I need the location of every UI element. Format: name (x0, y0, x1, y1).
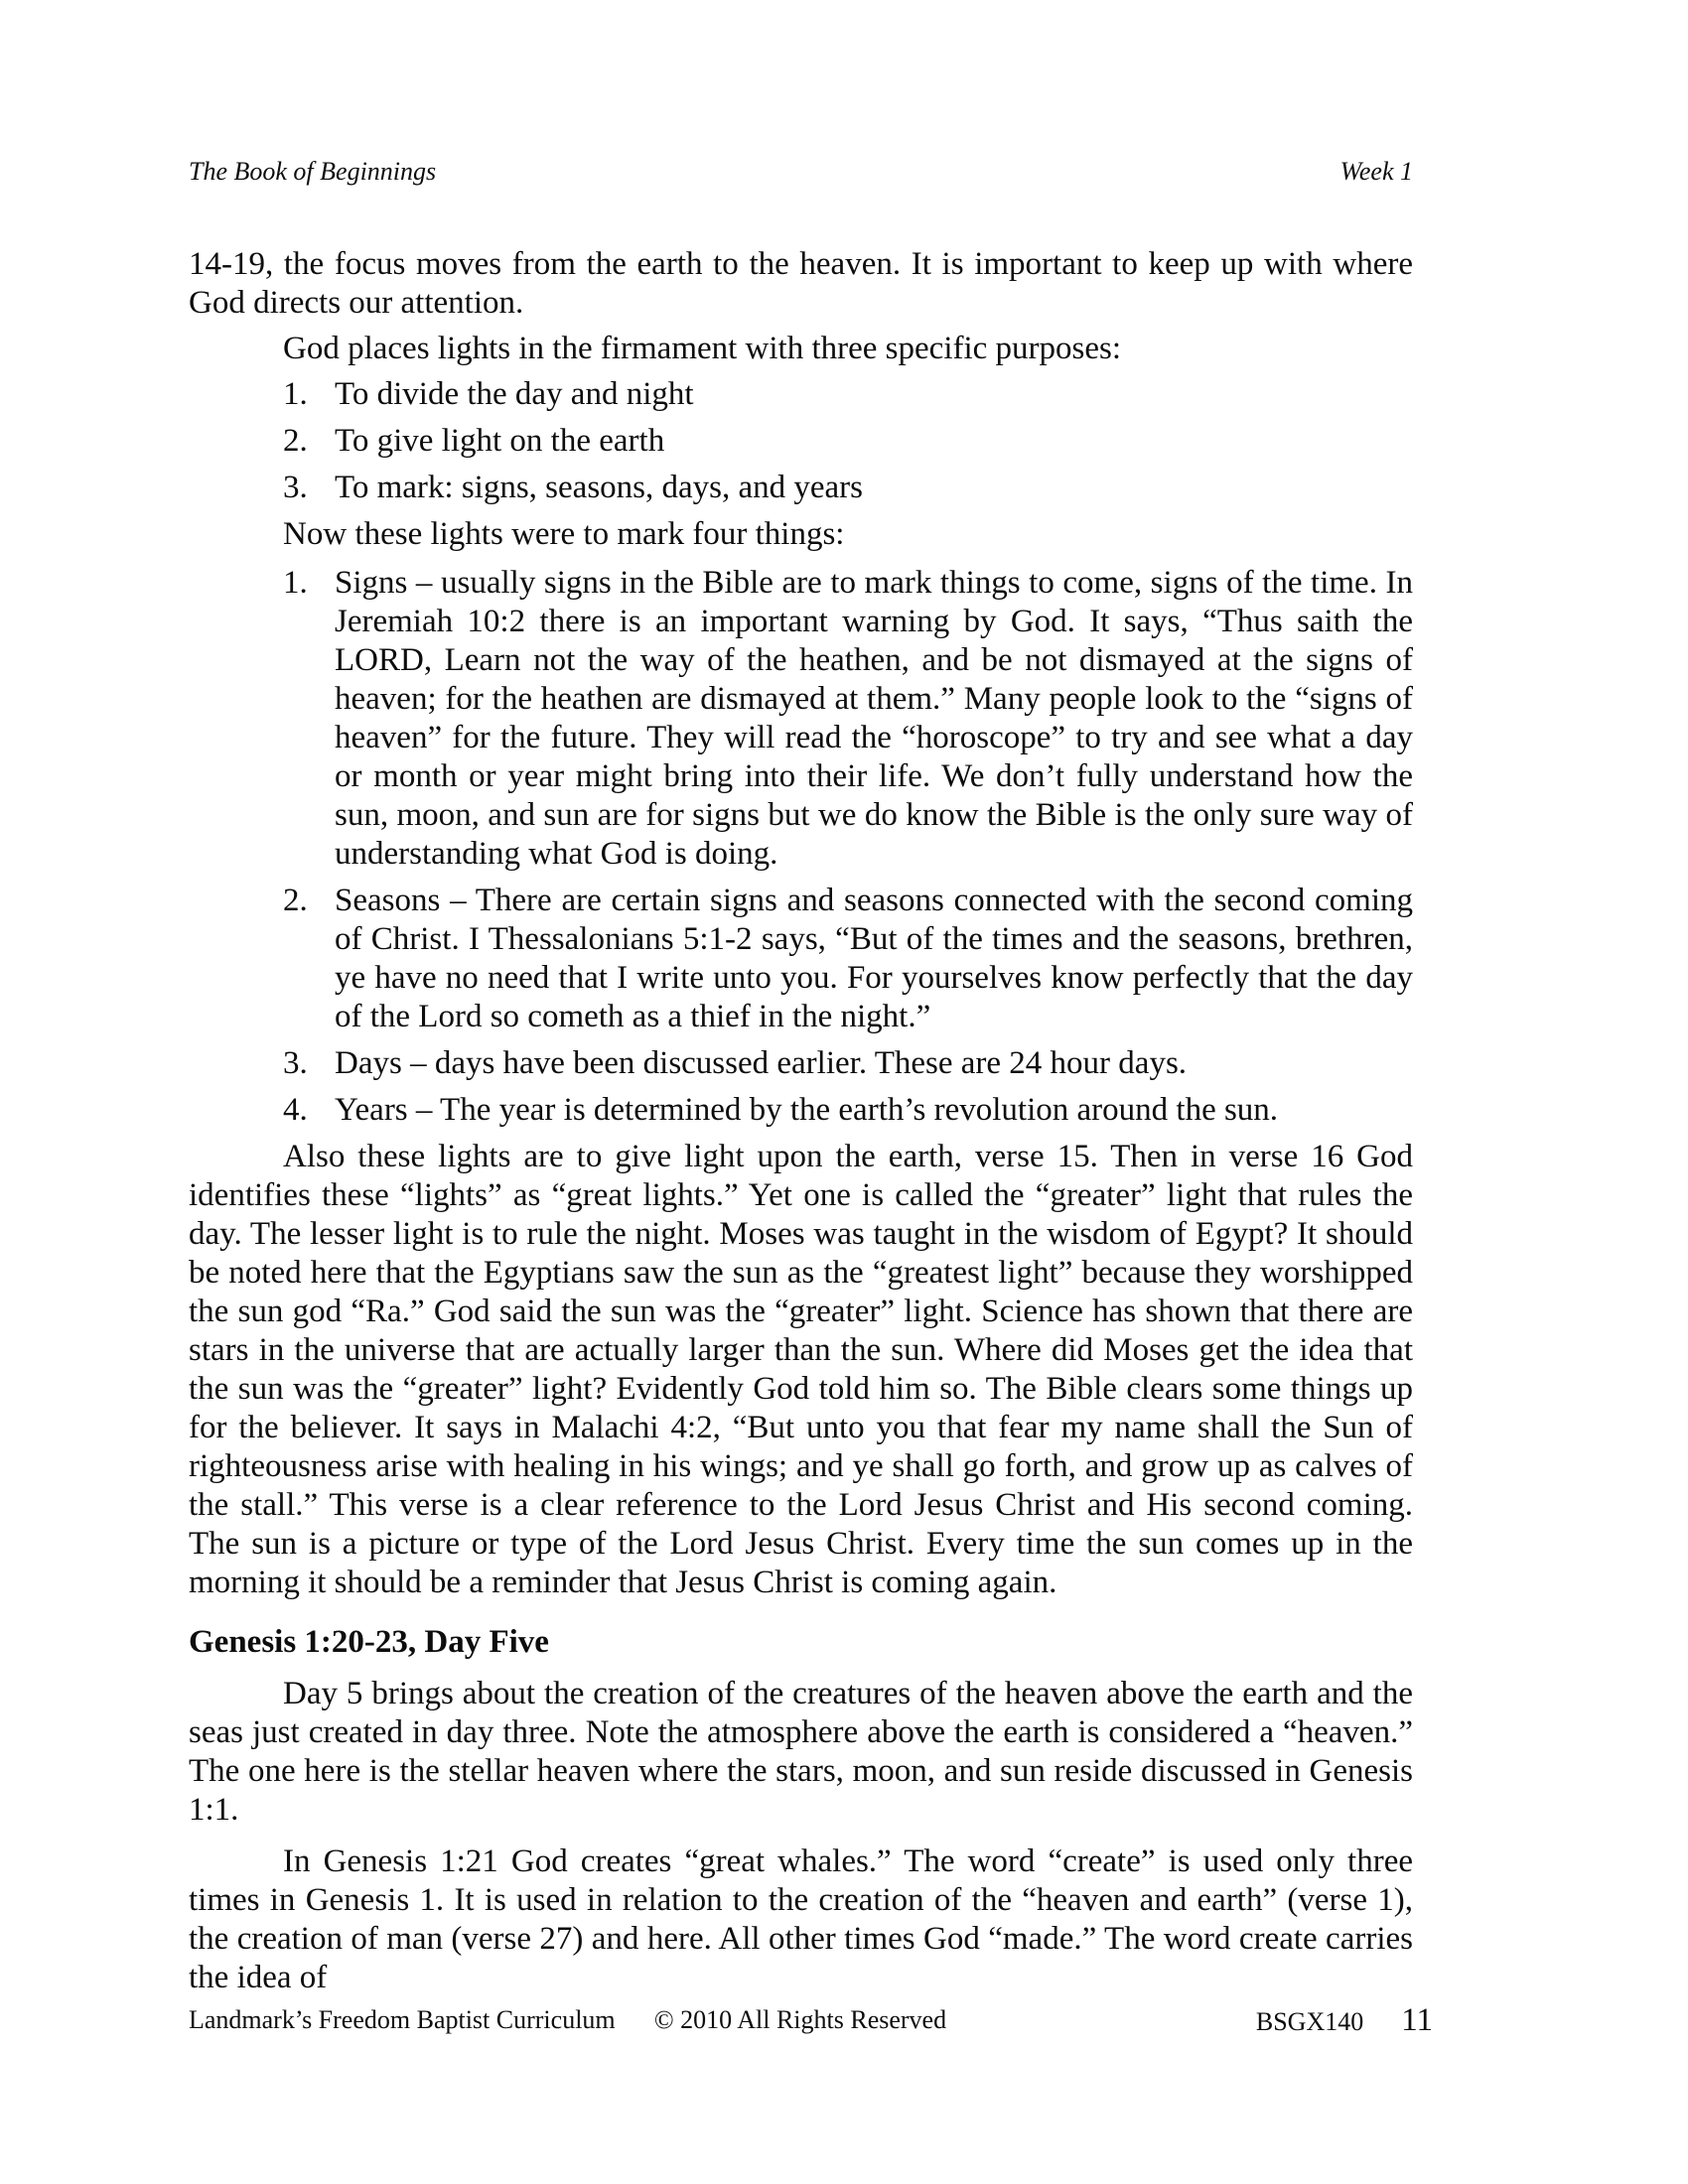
purpose-item-text: To give light on the earth (335, 423, 665, 459)
marks-item-years (189, 1091, 1413, 1130)
section-heading-genesis-day-five: Genesis 1:20-23, Day Five (189, 1624, 549, 1660)
header-book-title: The Book of Beginnings (189, 157, 437, 186)
marks-item-days (189, 1044, 1413, 1083)
marks-item-text: Years – The year is determined by the earth’s revolution around the sun. (335, 1092, 1279, 1128)
marks-item-text: Days – days have been discussed earlier. These are 24 hour days. (335, 1045, 1188, 1081)
marks-item-number: 3. (283, 1045, 308, 1081)
marks-item-signs (189, 564, 1413, 874)
day-five-paragraph-1: Day 5 brings about the creation of the creatures of the heaven above the earth and the seas just created in day three. Note the atmosphere above the earth is considered a “heaven.” The one here is the stellar heaven where the stars, moon, and sun reside discussed in Genesis 1:1. (189, 1676, 1413, 1828)
marks-intro: Now these lights were to mark four things: (283, 516, 845, 552)
footer-copyright: © 2010 All Rights Reserved (653, 2005, 947, 2034)
purpose-item (189, 422, 1413, 461)
marks-item-text: Seasons – There are certain signs and seasons connected with the second coming of Christ. I Thessalonians 5:1-2 says, “But of the times and the seasons, brethren, ye have no need that I write unto you. For yourselves know perfectly that the day of the Lord so cometh as a thief in the night.” (335, 883, 1413, 1034)
marks-item-number: 1. (283, 565, 308, 601)
purpose-item-text: To divide the day and night (335, 376, 694, 412)
footer-curriculum-name: Landmark’s Freedom Baptist Curriculum (189, 2005, 616, 2034)
footer-page-number: 11 (1401, 2002, 1433, 2038)
purpose-item-number: 1. (283, 376, 308, 412)
marks-item-number: 4. (283, 1092, 308, 1128)
purpose-item (189, 375, 1413, 414)
also-lights-paragraph: Also these lights are to give light upon the earth, verse 15. Then in verse 16 God identifies these “lights” as “great lights.” Yet one is called the “greater” light that rules the day. The lesser light is to rule the night. Moses was taught in the wisdom of Egypt? It should be noted here that the Egyptians saw the sun as the “greatest light” because they worshipped the sun god “Ra.” God said the sun was the “greater” light. Science has shown that there are stars in the universe that are actually larger than the sun. Where did Moses get the idea that the sun was the “greater” light? Evidently God told him so. The Bible clears some things up for the believer. It says in Malachi 4:2, “But unto you that fear my name shall the Sun of righteousness arise with healing in his wings; and ye shall go forth, and grow up as calves of the stall.” This verse is a clear reference to the Lord Jesus Christ and His second coming. The sun is a picture or type of the Lord Jesus Christ. Every time the sun comes up in the morning it should be a reminder that Jesus Christ is coming again. (189, 1139, 1413, 1600)
footer-course-code: BSGX140 (1255, 2007, 1364, 2036)
footer-right-group (1255, 2002, 1433, 2038)
purpose-item (189, 469, 1413, 507)
document-body (189, 245, 1413, 2004)
marks-item-seasons (189, 882, 1413, 1036)
header-week-label: Week 1 (1339, 157, 1413, 186)
page-header (189, 157, 1413, 187)
purpose-item-number: 2. (283, 423, 308, 459)
intro-paragraph: 14-19, the focus moves from the earth to the heaven. It is important to keep up with where God directs our attention. (189, 246, 1413, 321)
purposes-intro: God places lights in the firmament with three specific purposes: (283, 331, 1122, 366)
purpose-item-text: To mark: signs, seasons, days, and years (335, 470, 864, 505)
day-five-paragraph-2: In Genesis 1:21 God creates “great whales.” The word “create” is used only three times in Genesis 1. It is used in relation to the creation of the “heaven and earth” (verse 1), the creation of man (verse 27) and here. All other times God “made.” The word create carries the idea of (189, 1843, 1413, 1995)
purpose-item-number: 3. (283, 470, 308, 505)
marks-item-number: 2. (283, 883, 308, 918)
marks-item-text: Signs – usually signs in the Bible are to mark things to come, signs of the time. In Jeremiah 10:2 there is an important warning by God. It says, “Thus saith the LORD, Learn not the way of the heathen, and be not dismayed at the signs of heaven; for the heathen are dismayed at them.” Many people look to the “signs of heaven” for the future. They will read the “horoscope” to try and see what a day or month or year might bring into their life. We don’t fully understand how the sun, moon, and sun are for signs but we do know the Bible is the only sure way of understanding what God is doing. (335, 565, 1413, 872)
